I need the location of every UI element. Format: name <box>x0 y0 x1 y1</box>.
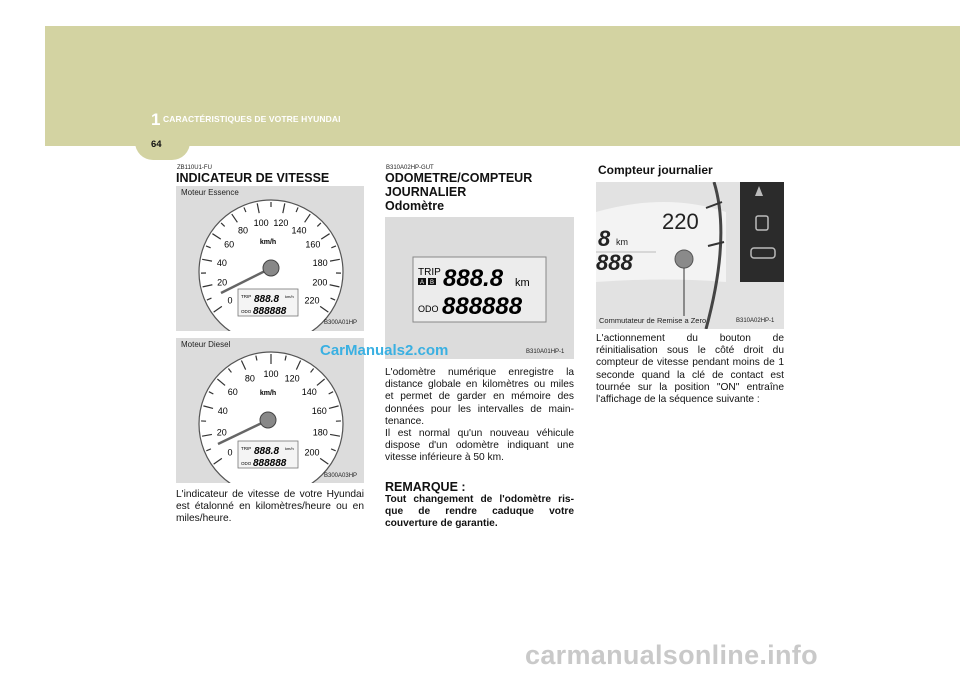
odometer-figure <box>385 217 574 359</box>
section-title: INDICATEUR DE VITESSE <box>176 171 330 185</box>
speed-unit: km/h <box>259 390 277 397</box>
speed-label: 220 <box>662 209 699 234</box>
section-code: ZB110U1-FU <box>177 165 212 171</box>
svg-text:B: B <box>429 280 435 286</box>
figure-code: B300A01HP <box>324 320 358 326</box>
trip-unit: km <box>515 277 530 289</box>
lcd-trip-digits: 888.8 <box>254 294 280 305</box>
speed-unit: km/h <box>259 239 277 246</box>
figure-label: Moteur Diesel <box>181 340 231 349</box>
lcd-trip-label: TRIP <box>241 446 252 451</box>
speedometer-gasoline-dial <box>176 186 364 331</box>
reset-switch-caption: Commutateur de Remise a Zero <box>599 316 707 325</box>
tick-label: 180 <box>312 257 328 268</box>
figure-code: B300A03HP <box>324 473 358 479</box>
tick-label: 220 <box>304 295 320 306</box>
needle-hub <box>263 260 279 276</box>
speedometer-gasoline-figure <box>176 186 364 331</box>
tick-label: 200 <box>312 277 328 288</box>
page-tab <box>135 127 190 160</box>
odometer-paragraph-2: Il est normal qu'un nouveau véhicule dispose d'un odomètre indiquant une vitesse inférieure à 50 km. <box>385 428 574 464</box>
chapter-title: CARACTÉRISTIQUES DE VOTRE HYUNDAI <box>163 114 341 124</box>
section-title-line2: JOURNALIER <box>385 185 467 199</box>
figure-code: B310A01HP-1 <box>526 349 565 355</box>
figure-code: B310A02HP-1 <box>736 318 775 324</box>
tick-label: 20 <box>217 277 228 288</box>
tick-label: 140 <box>291 225 307 236</box>
trip-meter-figure <box>596 182 784 329</box>
lcd-trip-digits: 888.8 <box>254 446 280 457</box>
section-title: Compteur journalier <box>598 163 713 177</box>
tick-label: 180 <box>312 427 328 438</box>
warning-light-panel <box>740 182 784 282</box>
lcd-unit: km/h <box>285 446 294 451</box>
tick-label: 0 <box>227 295 233 306</box>
remark-title: REMARQUE : <box>385 480 466 494</box>
odo-digits: 888888 <box>442 293 523 320</box>
tick-label: 80 <box>237 225 248 236</box>
speedometer-diesel-figure <box>176 338 364 483</box>
odo-digits: 888 <box>596 250 633 275</box>
watermark-carmanuals2: CarManuals2.com <box>320 342 449 359</box>
tick-label: 100 <box>263 369 279 379</box>
svg-text:A: A <box>419 280 425 286</box>
lcd-unit: km/h <box>285 294 294 299</box>
tick-label: 0 <box>227 447 233 458</box>
tick-label: 40 <box>217 406 228 417</box>
remark-text: Tout changement de l'odomètre ris-que de rendre caduque votre couverture de garantie. <box>385 494 574 530</box>
trip-label: TRIP <box>418 267 441 278</box>
tick-label: 140 <box>301 386 317 397</box>
speedometer-diesel-dial <box>176 338 364 483</box>
lcd-odo-digits: 888888 <box>253 458 287 469</box>
section-code: B310A02HP-GUT <box>386 165 434 171</box>
lcd-odo-label: ODO <box>241 309 252 314</box>
speedometer-paragraph: L'indicateur de vitesse de votre Hyundai est étalonné en kilomètres/heure ou en miles/heure. <box>176 489 364 525</box>
trip-meter-photo <box>596 182 784 329</box>
odo-label: ODO <box>418 304 439 314</box>
chapter-number: 1 <box>151 110 161 129</box>
page-number: 64 <box>151 139 162 150</box>
trip-meter-paragraph: L'actionnement du bouton de réinitialisation sous le côté droit du compteur de vitesse pendant moins de 1 seconde quand la clé de contact est tournée sur la position "ON" entraîne l'affichage de la séquence suivante : <box>596 333 784 406</box>
tick-label: 160 <box>305 239 321 250</box>
needle-hub <box>260 412 276 428</box>
lcd-odo-digits: 888888 <box>253 306 287 317</box>
tick-label: 80 <box>244 373 255 384</box>
section-subtitle: Odomètre <box>385 199 445 213</box>
tick-label: 120 <box>273 217 289 228</box>
watermark-carmanualsonline: carmanualsonline.info <box>525 640 818 670</box>
tick-label: 20 <box>216 427 227 438</box>
tick-label: 60 <box>224 239 235 250</box>
trip-digits: 888.8 <box>443 265 504 292</box>
figure-label: Moteur Essence <box>181 188 239 197</box>
trip-digit: 8 <box>598 226 611 251</box>
lcd-trip-label: TRIP <box>241 294 252 299</box>
tick-label: 40 <box>216 257 227 268</box>
tick-label: 120 <box>284 373 300 384</box>
lcd-odo-label: ODO <box>241 461 252 466</box>
odometer-paragraph-1: L'odomètre numérique enregistre la distance globale en kilomètres ou miles et permet de garder en mémoire des données pour les intervalles de main-tenance. <box>385 367 574 427</box>
section-title-line1: ODOMETRE/COMPTEUR <box>385 171 533 185</box>
tick-label: 60 <box>227 386 238 397</box>
reset-button[interactable] <box>675 250 693 268</box>
odometer-lcd <box>385 217 574 359</box>
tick-label: 100 <box>253 217 269 228</box>
trip-unit: km <box>616 237 628 247</box>
tick-label: 160 <box>311 406 327 417</box>
tick-label: 200 <box>304 447 320 458</box>
